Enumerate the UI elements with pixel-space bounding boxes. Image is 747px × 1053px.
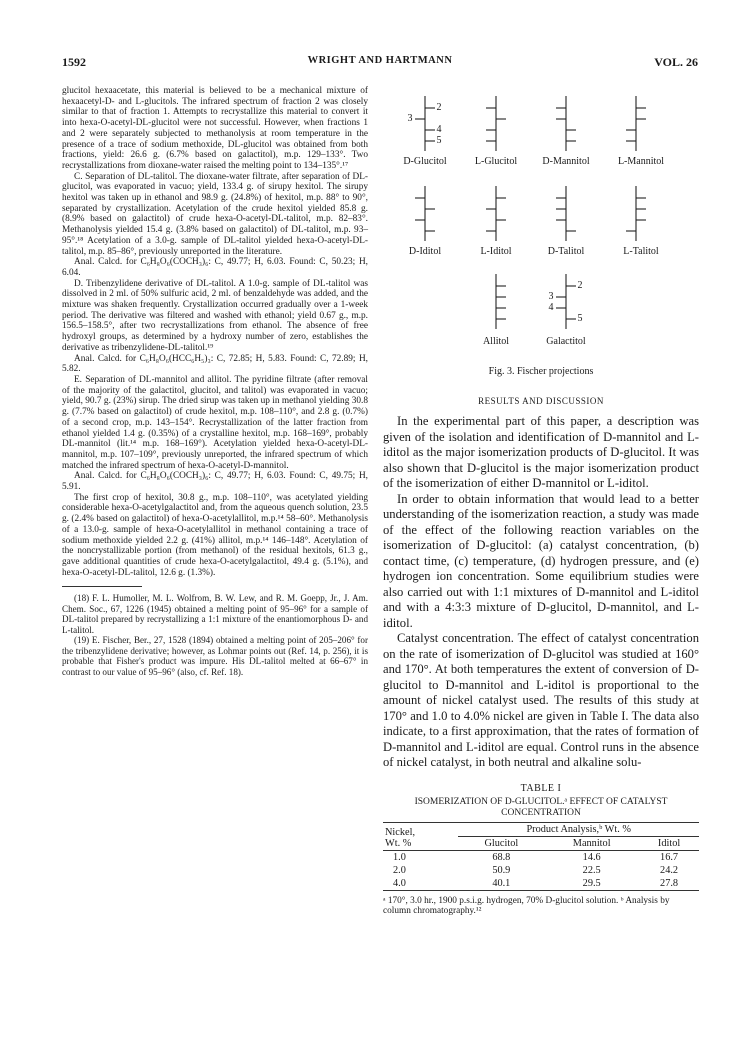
fischer-diagram — [383, 86, 699, 366]
carbon-number: 3 — [548, 291, 554, 302]
running-header — [62, 55, 698, 73]
fischer-projection — [496, 274, 506, 329]
fischer-projection — [415, 96, 435, 151]
running-title: WRIGHT AND HARTMANN — [307, 55, 453, 66]
carbon-number: 5 — [436, 135, 442, 146]
paragraph: In order to obtain information that would lead to a better understanding of the isomerization reaction, a study was made of the effect of the following reaction variables on the isomerization of D-glucitol: (a) catalyst concentration, (b) contact time, (c) temperature, (d) hydrogen pressure, and (e) hydrogen ion concentration. Some equilibrium studies were also carried out with 1:1 mixtures of D-mannitol and L-iditol and with a 4:3:3 mixture of D-glucitol, D-mannitol, and L-iditol. — [383, 491, 699, 630]
compound-label: L-Talitol — [623, 246, 659, 257]
paragraph: Anal. Calcd. for C₆H₈O₆(COCH₃)₆: C, 49.77; H, 6.03. Found: C, 49.75; H, 5.91. — [62, 471, 368, 493]
right-column — [383, 86, 699, 917]
paragraph: The first crop of hexitol, 30.8 g., m.p. 108–110°, was acetylated yielding considerable hexa-O-acetylgalactitol and, from the aqueous quench solution, 23.5 g. (2.4% based on galactitol) of hexa-O-acetylallitol, m.p.¹⁴ 58–60°. Methanolysis of a 13.0-g. sample of hexa-O-acetylallitol in methanol containing a trace of sodium methoxide yielded 2.2 g. (41%) allitol, m.p.¹⁴ 146–148°. Acetylation of the noncrystallizable portion (from methanol) of the residual hexitols, 61.3 g., gave additional quantities of crude hexa-O-acetylgalactitol, 49.4 g. (5.1%), and hexa-O-acetyl-DL-talitol, 12.6 g. (1.3%). — [62, 492, 368, 578]
column-header: Glucitol — [484, 837, 519, 849]
compound-label: Galactitol — [546, 336, 586, 347]
paragraph: Anal. Calcd. for C₆H₈O₆(COCH₃)₆: C, 49.77; H, 6.03. Found: C, 50.23; H, 6.04. — [62, 257, 368, 278]
left-column — [62, 86, 368, 677]
column-header: Iditol — [657, 837, 681, 849]
paragraph: In the experimental part of this paper, a description was given of the isolation and identification of D-mannitol and L-iditol as the major isomerization products of D-glucitol. It was also shown that D-glucitol is the major isomerization product of the isomerization of either D-mannitol or L-iditol. — [383, 414, 699, 490]
compound-label: Allitol — [482, 336, 510, 347]
table-row: 1.0 68.8 14.6 16.7 — [393, 851, 679, 863]
fischer-projection — [486, 96, 506, 151]
carbon-number: 2 — [577, 280, 583, 291]
paragraph: glucitol hexaacetate, this material is believed to be a mechanical mixture of hexaacetyl-D- and L-glucitols. The infrared spectrum of fraction 2 was closely similar to that of fraction 1. Attempts to recrystallize this material to convert it into hexa-O-acetyl-DL-glucitol were not successful. However, when fractions 1 and 2 were separately subjected to methanolysis at room temperature in the presence of a trace of sodium methoxide, DL-glucitol was obtained from both fractions, yield: 26.6 g. (6.7% based on galactitol), m.p. 129–133°. Two recrystallizations from dioxane-water raised the melting point to 134–135°.¹⁷ — [62, 86, 368, 171]
paragraph: C. Separation of DL-talitol. The dioxane-water filtrate, after separation of DL-glucitol, was evaporated in vacuo; yield, 133.4 g. of sirupy hexitol. The sirupy hexitol was taken up in ethanol and 98.9 g. (24.8%) of hexitol, m.p. 88° to 90°, separated by crystallization. Acetylation of the crude hexitol yielded 85.8 g. (8.9% based on galactitol) of crude hexa-O-acetyl-DL-talitol, m.p. 82–83°. Methanolysis yielded 15.4 g. (3.8% based on galactitol) of DL-talitol, m.p. 93–95°.¹⁸ Acetylation of a 3.0-g. sample of DL-talitol yielded hexa-O-acetyl-DL-talitol, m.p. 85–86°, previously unreported in the literature. — [62, 171, 368, 257]
section-heading: RESULTS AND DISCUSSION — [478, 396, 604, 406]
page-number: 1592 — [62, 55, 86, 69]
paragraph: E. Separation of DL-mannitol and allitol. The pyridine filtrate (after removal of the majority of the galactitol, glucitol, and talitol) was evaporated in vacuo; yield, 90.7 g. (23%) sirup. The dried sirup was taken up in methanol yielding 30.8 g. (7.7% based on galactitol) of crude hexitol, m.p. 108–110°, and 2.8 g. (0.7%) of a second crop, m.p. 143–154°. Recrystallization of the latter fraction from ethanol yielded 1.4 g. (0.35%) of a crystalline hexitol, m.p. 168–169°, probably DL-mannitol (lit.¹⁴ m.p. 168–169°). Acetylation yielded hexa-O-acetyl-DL-mannitol, m.p. 107–109°, previously unreported, the infrared spectrum of which matched the infrared spectrum of hexa-O-acetyl-D-mannitol. — [62, 374, 368, 471]
table-footnote: ᵃ 170°, 3.0 hr., 1900 p.s.i.g. hydrogen, 70% D-glucitol solution. ᵇ Analysis by column chromatography.¹² — [383, 895, 670, 916]
table-title: TABLE I — [520, 782, 562, 794]
column-group-header: Product Analysis,ᵇ Wt. % — [458, 822, 699, 836]
fischer-projection — [415, 186, 435, 241]
footnote: (18) F. L. Humoller, M. L. Wolfrom, B. W. Lew, and R. M. Goepp, Jr., J. Am. Chem. Soc., 67, 1226 (1945) obtained a melting point of 95–96° for a sample of DL-talitol prepared by recrystallizing a 1:1 mixture of the enantiomorphous D- and L-talitol. — [62, 593, 368, 635]
compound-label: D-Mannitol — [542, 156, 590, 167]
compound-label: L-Glucitol — [474, 156, 518, 167]
compound-label: D-Talitol — [547, 246, 585, 257]
table-row: 4.0 40.1 29.5 27.8 — [383, 877, 699, 891]
compound-label: D-Glucitol — [403, 156, 447, 167]
carbon-number: 5 — [577, 313, 583, 324]
footnote-divider — [62, 586, 142, 587]
compound-label: L-Mannitol — [617, 156, 665, 167]
carbon-number: 3 — [407, 113, 413, 124]
fischer-projections-figure — [383, 86, 699, 376]
carbon-number: 4 — [436, 124, 442, 135]
fischer-projection — [556, 96, 576, 151]
paragraph: Anal. Calcd. for C₆H₈O₆(HCC₆H₅)₃: C, 72.85; H, 5.83. Found: C, 72.89; H, 5.82. — [62, 353, 368, 375]
carbon-number: 2 — [436, 102, 442, 113]
compound-label: D-Iditol — [408, 246, 442, 257]
body-text — [383, 414, 699, 771]
column-header: Mannitol — [572, 837, 611, 849]
compound-label: L-Iditol — [480, 246, 512, 257]
fischer-projection — [556, 186, 576, 241]
column-header: Nickel, Wt. % — [385, 826, 416, 849]
paragraph: D. Tribenzylidene derivative of DL-talitol. A 1.0-g. sample of DL-talitol was dissolved in 2 ml. of 50% sulfuric acid, 2 ml. of benzaldehyde was added, and the mixture was shaken frequently. Crystallization occurred gradually over a 1-week period. The derivative was filtered and washed with ethanol; yield 0.67 g., m.p. 156.5–158.5°, after two recrystallizations from ethanol. The absence of free hydroxyl groups, as determined by a hydroxy number of zero, establishes the derivative as tribenzylidene-DL-talitol.¹⁹ — [62, 278, 368, 353]
table-row: 2.0 50.9 22.5 24.2 — [393, 864, 679, 876]
fischer-projection — [626, 96, 646, 151]
paragraph: Catalyst concentration. The effect of catalyst concentration on the rate of isomerization of D-glucitol was studied at 160° and 170°. At both temperatures the extent of conversion of D-glucitol to D-mannitol and L-iditol is proportional to the amount of nickel catalyst used. The results of this study at 170° and 1.0 to 4.0% nickel are given in Table I. The data also indicate, to a first approximation, that the rates of formation of D-mannitol and L-iditol are equal. Control runs in the absence of nickel catalyst, in both neutral and alkaline solu- — [383, 631, 699, 769]
table-caption: ISOMERIZATION OF D-GLUCITOL.ᵃ EFFECT OF CATALYST CONCENTRATION — [414, 796, 668, 818]
volume-label: VOL. 26 — [654, 55, 698, 69]
fischer-projection — [486, 186, 506, 241]
fischer-projection — [626, 186, 646, 241]
fischer-projection — [556, 274, 576, 329]
data-table — [383, 822, 699, 891]
carbon-number: 4 — [548, 302, 554, 313]
figure-caption: Fig. 3. Fischer projections — [488, 366, 594, 377]
footnote: (19) E. Fischer, Ber., 27, 1528 (1894) obtained a melting point of 205–206° for the tribenzylidene derivative; however, as Lohmar points out (Ref. 14, p. 256), it is probable that Fisher's product was impure. His DL-talitol melted at 66–67° in contrast to our value of 95–96° (also, cf. Ref. 18). — [62, 635, 368, 677]
